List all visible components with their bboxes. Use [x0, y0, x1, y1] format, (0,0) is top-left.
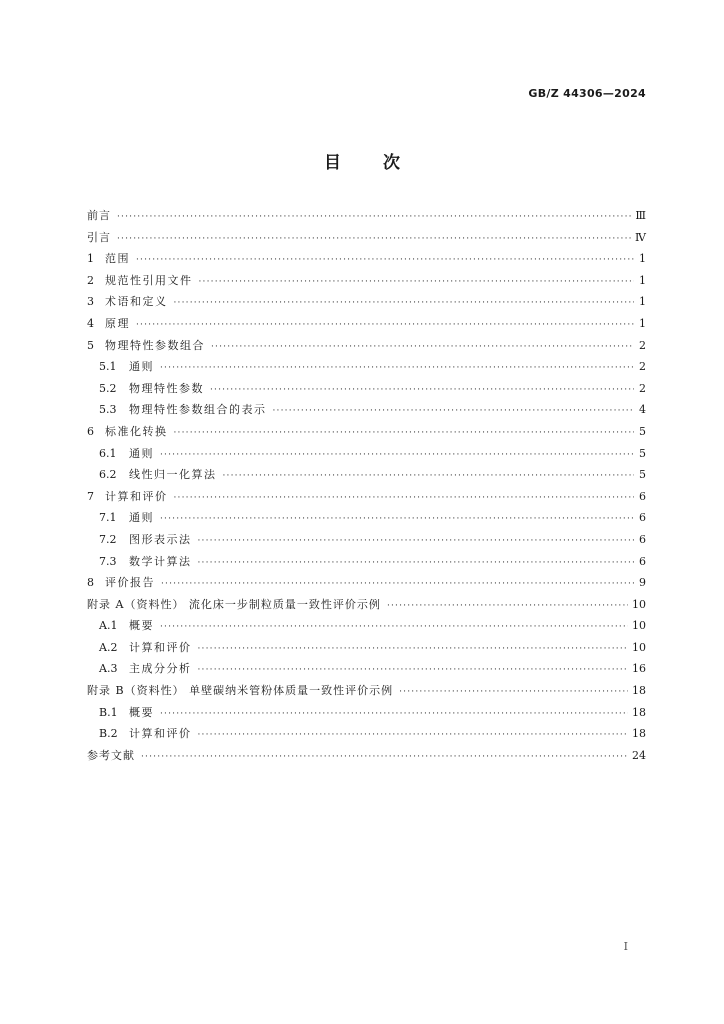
toc-entry-page: 18 — [632, 727, 646, 741]
toc-entry[interactable] — [87, 335, 646, 357]
toc-leader-dots — [136, 250, 634, 272]
toc-entry-number: 6.1 — [99, 446, 117, 460]
toc-entry-title: 物理特性参数组合的表示 — [129, 403, 267, 417]
toc-entry-number: 5.1 — [99, 360, 117, 374]
standard-code: GB/Z 44306—2024 — [528, 87, 646, 100]
toc-leader-dots — [198, 725, 629, 747]
toc-entry-number: A.3 — [99, 662, 118, 676]
toc-entry-page: 24 — [632, 748, 646, 762]
toc-entry-number: 5 — [87, 338, 94, 352]
toc-entry[interactable] — [87, 680, 646, 702]
toc-entry[interactable] — [87, 313, 646, 335]
toc-entry-page: 1 — [639, 252, 646, 266]
toc-entry-number: 3 — [87, 295, 94, 309]
toc-entry-number: 7 — [87, 489, 94, 503]
toc-entry-title: 附录 A（资料性） 流化床一步制粒质量一致性评价示例 — [87, 597, 381, 611]
toc-entry-page: 10 — [632, 597, 646, 611]
toc-leader-dots — [161, 574, 634, 596]
toc-leader-dots — [117, 229, 631, 251]
toc-entry-number: 7.1 — [99, 511, 117, 525]
toc-entry-number: 7.3 — [99, 554, 117, 568]
toc-leader-dots — [399, 682, 628, 704]
toc-leader-dots — [160, 617, 628, 639]
toc-entry-page: 1 — [639, 316, 646, 330]
page-title — [0, 148, 724, 173]
toc-entry-page: 4 — [639, 403, 646, 417]
toc-leader-dots — [199, 272, 635, 294]
toc-entry-number: A.1 — [99, 619, 118, 633]
toc-leader-dots — [198, 660, 629, 682]
toc-entry[interactable] — [87, 291, 646, 313]
toc-entry-page: 6 — [639, 489, 646, 503]
toc-leader-dots — [136, 315, 634, 337]
page-number: I — [623, 940, 628, 953]
toc-leader-dots — [198, 553, 635, 575]
toc-entry-title: 概要 — [129, 705, 154, 719]
toc-entry[interactable] — [87, 637, 646, 659]
toc-leader-dots — [141, 747, 628, 769]
toc-entry-title: 数学计算法 — [129, 554, 192, 568]
toc-entry[interactable] — [87, 723, 646, 745]
toc-entry-title: 计算和评价 — [129, 727, 192, 741]
toc-entry-title: 计算和评价 — [129, 640, 192, 654]
toc-entry[interactable] — [87, 507, 646, 529]
toc-leader-dots — [174, 423, 635, 445]
table-of-contents — [87, 205, 646, 766]
toc-entry-page: 6 — [639, 554, 646, 568]
toc-entry-page: Ⅳ — [635, 230, 646, 244]
toc-entry-number: B.1 — [99, 705, 118, 719]
toc-entry-page: Ⅲ — [635, 209, 646, 222]
toc-entry-title: 物理特性参数 — [129, 381, 204, 395]
toc-entry-page: 1 — [639, 295, 646, 309]
toc-entry[interactable] — [87, 378, 646, 400]
title-char-2: 次 — [383, 153, 400, 173]
toc-entry-page: 10 — [632, 619, 646, 633]
toc-entry-number: 8 — [87, 576, 94, 590]
toc-entry-number: 6 — [87, 424, 94, 438]
toc-entry-title: 主成分分析 — [129, 662, 192, 676]
toc-entry-page: 18 — [632, 705, 646, 719]
title-char-1: 目 — [324, 153, 341, 173]
toc-entry-title: 附录 B（资料性） 单壁碳纳米管粉体质量一致性评价示例 — [87, 684, 394, 698]
toc-entry-page: 16 — [632, 662, 646, 676]
toc-entry-number: 6.2 — [99, 468, 117, 482]
toc-entry-page: 2 — [639, 381, 646, 395]
toc-entry[interactable] — [87, 443, 646, 465]
toc-entry-number: 5.3 — [99, 403, 117, 417]
toc-leader-dots — [160, 704, 628, 726]
toc-leader-dots — [387, 596, 628, 618]
toc-entry-page: 6 — [639, 511, 646, 525]
toc-entry-title: 通则 — [129, 511, 154, 525]
toc-entry[interactable] — [87, 464, 646, 486]
toc-leader-dots — [160, 445, 634, 467]
toc-entry[interactable] — [87, 702, 646, 724]
toc-entry-number: 1 — [87, 252, 94, 266]
toc-entry-title: 计算和评价 — [105, 489, 168, 503]
toc-entry-title: 通则 — [129, 360, 154, 374]
toc-leader-dots — [160, 509, 634, 531]
toc-entry[interactable] — [87, 551, 646, 573]
toc-entry-title: 引言 — [87, 230, 111, 244]
toc-entry[interactable] — [87, 248, 646, 270]
toc-entry-title: 规范性引用文件 — [105, 273, 193, 287]
toc-entry[interactable] — [87, 270, 646, 292]
toc-entry-page: 2 — [639, 338, 646, 352]
toc-entry-number: 7.2 — [99, 532, 117, 546]
toc-entry-page: 5 — [639, 446, 646, 460]
toc-entry-title: 原理 — [105, 316, 130, 330]
toc-entry[interactable] — [87, 486, 646, 508]
toc-leader-dots — [198, 639, 629, 661]
toc-entry[interactable] — [87, 658, 646, 680]
toc-entry-title: 图形表示法 — [129, 532, 192, 546]
toc-entry-number: B.2 — [99, 727, 118, 741]
toc-leader-dots — [223, 466, 635, 488]
toc-entry[interactable] — [87, 529, 646, 551]
toc-entry-page: 10 — [632, 640, 646, 654]
toc-entry-page: 18 — [632, 684, 646, 698]
toc-entry-number: A.2 — [99, 640, 118, 654]
toc-entry-title: 前言 — [87, 209, 111, 222]
toc-leader-dots — [174, 488, 635, 510]
toc-entry-title: 标准化转换 — [105, 424, 168, 438]
toc-entry-title: 通则 — [129, 446, 154, 460]
toc-entry-number: 2 — [87, 273, 94, 287]
toc-leader-dots — [211, 337, 634, 359]
toc-leader-dots — [273, 401, 635, 423]
toc-leader-dots — [210, 380, 634, 402]
toc-leader-dots — [117, 207, 631, 229]
toc-entry-page: 6 — [639, 532, 646, 546]
toc-entry-title: 评价报告 — [105, 576, 155, 590]
toc-entry-title: 范围 — [105, 252, 130, 266]
toc-entry-title: 物理特性参数组合 — [105, 338, 205, 352]
toc-entry-number: 4 — [87, 316, 94, 330]
toc-entry-page: 1 — [639, 273, 646, 287]
toc-entry[interactable] — [87, 205, 646, 227]
toc-leader-dots — [160, 358, 634, 380]
toc-leader-dots — [174, 293, 635, 315]
toc-entry-title: 概要 — [129, 619, 154, 633]
toc-entry-title: 参考文献 — [87, 748, 135, 762]
toc-entry[interactable] — [87, 399, 646, 421]
toc-entry[interactable] — [87, 421, 646, 443]
toc-entry-page: 9 — [639, 576, 646, 590]
toc-entry-page: 5 — [639, 424, 646, 438]
toc-entry-page: 2 — [639, 360, 646, 374]
toc-leader-dots — [198, 531, 635, 553]
toc-entry[interactable] — [87, 594, 646, 616]
toc-entry[interactable] — [87, 572, 646, 594]
toc-entry-number: 5.2 — [99, 381, 117, 395]
toc-entry[interactable] — [87, 615, 646, 637]
toc-entry-title: 线性归一化算法 — [129, 468, 217, 482]
toc-entry-title: 术语和定义 — [105, 295, 168, 309]
toc-entry[interactable] — [87, 745, 646, 767]
toc-entry-page: 5 — [639, 468, 646, 482]
toc-entry[interactable] — [87, 356, 646, 378]
toc-entry[interactable] — [87, 227, 646, 249]
